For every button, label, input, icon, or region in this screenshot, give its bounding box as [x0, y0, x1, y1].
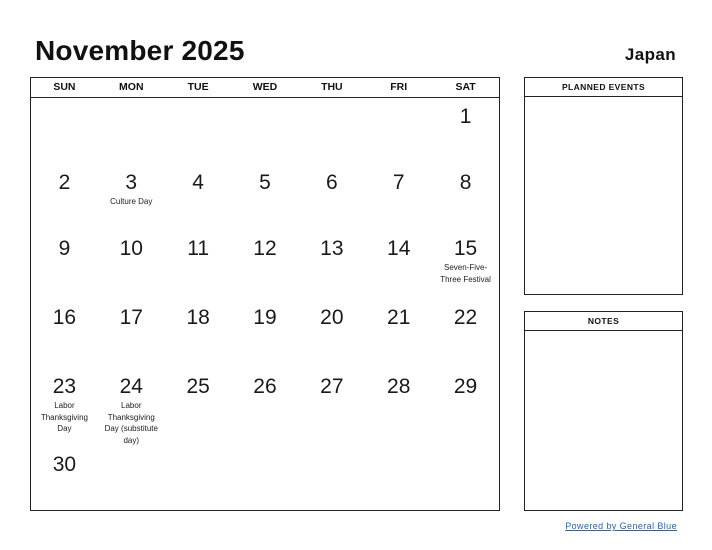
- day-number: 21: [387, 306, 411, 329]
- day-cell-20: [298, 305, 365, 331]
- day-number: 3: [125, 171, 138, 194]
- day-cell-17: [98, 305, 165, 331]
- weekday-fri: FRI: [390, 81, 408, 93]
- day-number: 12: [253, 237, 277, 260]
- day-cell-3: [98, 170, 165, 208]
- day-number: 6: [326, 171, 338, 194]
- day-cell-14: [365, 236, 432, 262]
- day-number: 15: [453, 237, 478, 260]
- weekday-sun: SUN: [53, 81, 76, 93]
- day-cell-30: [31, 452, 98, 478]
- day-number: 8: [459, 171, 472, 194]
- day-cell-19: [232, 305, 299, 331]
- day-number: 27: [320, 375, 344, 398]
- page-title: November 2025: [35, 35, 245, 66]
- day-cell-11: [165, 236, 232, 262]
- day-number: 22: [453, 306, 478, 329]
- weekday-thu: THU: [321, 81, 343, 93]
- day-number: 25: [186, 375, 210, 398]
- day-cell-29: [432, 374, 499, 400]
- day-cell-18: [165, 305, 232, 331]
- day-number: 9: [58, 237, 71, 260]
- day-number: 20: [320, 306, 344, 329]
- calendar-days: [31, 98, 499, 510]
- holiday-label: Seven-Five-Three Festival: [440, 263, 491, 284]
- day-cell-9: [31, 236, 98, 262]
- day-cell-25: [165, 374, 232, 400]
- day-number: 24: [119, 375, 143, 398]
- day-number: 18: [186, 306, 210, 329]
- day-cell-4: [165, 170, 232, 196]
- day-number: 14: [387, 237, 411, 260]
- weekday-mon: MON: [119, 81, 144, 93]
- day-number: 7: [392, 171, 405, 194]
- day-cell-28: [365, 374, 432, 400]
- day-cell-16: [31, 305, 98, 331]
- day-cell-1: [432, 104, 499, 130]
- notes-heading: NOTES: [525, 312, 682, 331]
- day-cell-12: [232, 236, 299, 262]
- day-number: 16: [52, 306, 77, 329]
- planned-events-heading: PLANNED EVENTS: [525, 78, 682, 97]
- day-number: 17: [119, 306, 143, 329]
- day-cell-13: [298, 236, 365, 262]
- day-cell-10: [98, 236, 165, 262]
- day-cell-26: [232, 374, 299, 400]
- day-cell-22: [432, 305, 499, 331]
- weekday-wed: WED: [252, 81, 278, 93]
- day-number: 23: [52, 375, 77, 398]
- holiday-label: Culture Day: [110, 197, 153, 206]
- weekday-sat: SAT: [455, 81, 476, 93]
- country-label: Japan: [624, 45, 676, 64]
- calendar-grid: [30, 77, 500, 511]
- day-cell-2: [31, 170, 98, 196]
- holiday-label: Labor Thanksgiving Day: [40, 401, 88, 433]
- day-cell-5: [232, 170, 299, 196]
- day-cell-24: [98, 374, 165, 446]
- day-number: 4: [192, 171, 204, 194]
- day-number: 10: [119, 237, 143, 260]
- day-cell-7: [365, 170, 432, 196]
- weekday-tue: TUE: [187, 81, 209, 93]
- day-number: 1: [459, 105, 472, 128]
- day-number: 28: [387, 375, 411, 398]
- day-number: 30: [52, 453, 77, 476]
- day-cell-8: [432, 170, 499, 196]
- day-cell-21: [365, 305, 432, 331]
- day-number: 19: [253, 306, 277, 329]
- day-cell-27: [298, 374, 365, 400]
- weekday-header: [31, 78, 499, 98]
- day-number: 13: [320, 237, 344, 260]
- day-cell-15: [432, 236, 499, 285]
- day-cell-23: [31, 374, 98, 435]
- day-number: 26: [253, 375, 277, 398]
- holiday-label: Labor Thanksgiving Day (substitute day): [104, 401, 158, 445]
- day-number: 5: [259, 171, 271, 194]
- planned-events-panel: [524, 77, 683, 295]
- day-number: 2: [58, 171, 71, 194]
- day-number: 29: [453, 375, 478, 398]
- powered-by-link[interactable]: Powered by General Blue: [565, 521, 677, 531]
- day-cell-6: [298, 170, 365, 196]
- day-number: 11: [187, 237, 210, 260]
- notes-panel: [524, 311, 683, 511]
